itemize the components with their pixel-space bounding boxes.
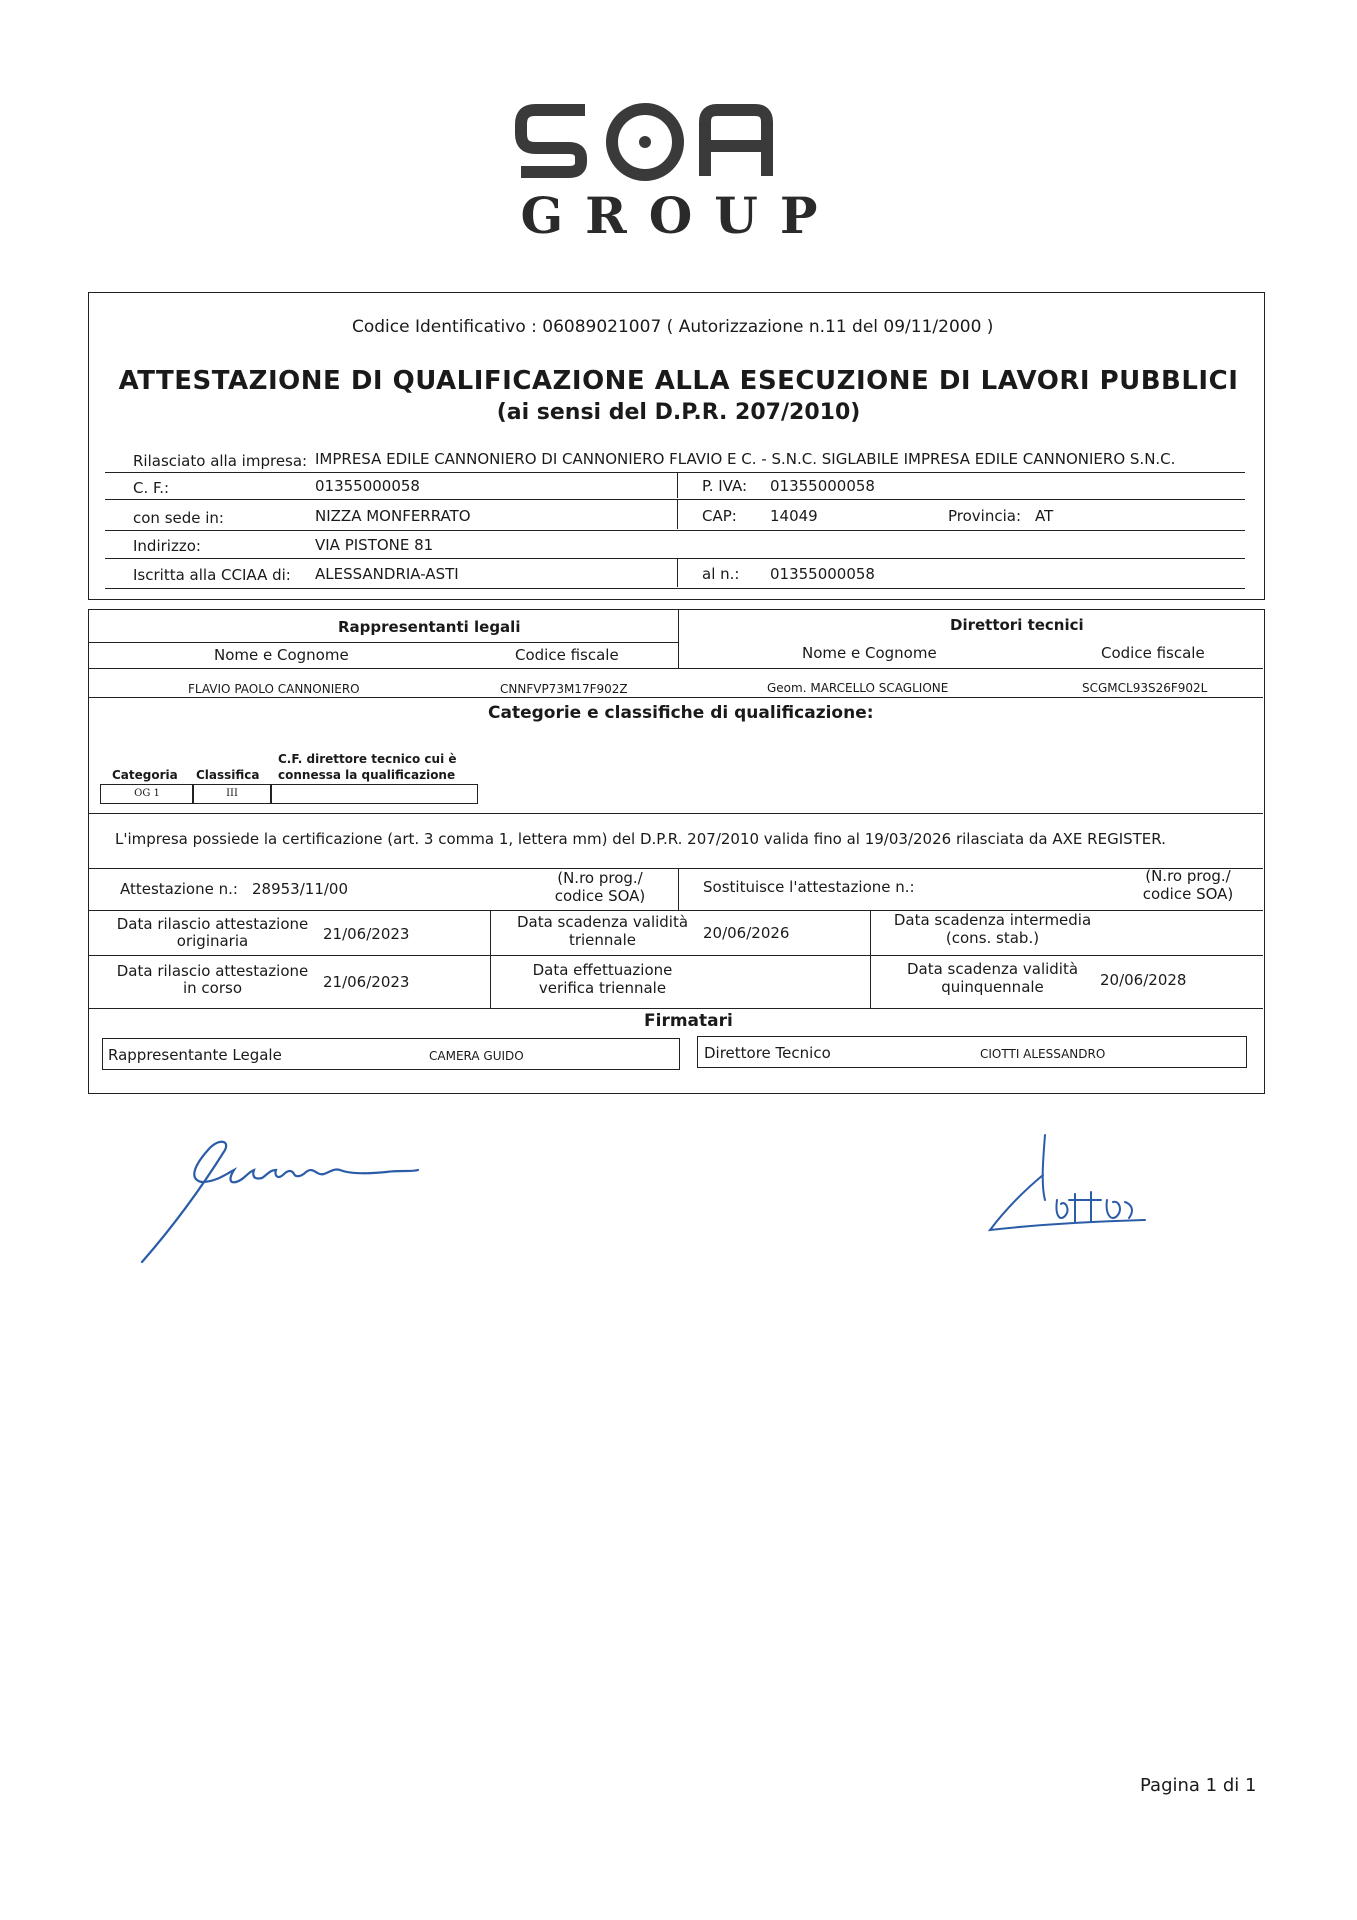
quinquennial-label-1: Data scadenza validità [906,960,1079,978]
divider [89,668,1263,669]
legal-rep-name: FLAVIO PAOLO CANNONIERO [188,682,360,696]
certification-text: L'impresa possiede la certificazione (art. 3 comma 1, lettera mm) del D.P.R. 207/2010 valida fino al 19/03/2026 rilasciata da AXE REGISTER. [115,830,1166,848]
legal-signatory-value: CAMERA GUIDO [429,1049,524,1063]
cciaa-value: ALESSANDRIA-ASTI [315,565,459,583]
signature-legal-representative [130,1130,420,1270]
document-subtitle: (ai sensi del D.P.R. 207/2010) [496,400,861,425]
divider [870,956,871,1008]
legal-reps-heading: Rappresentanti legali [338,618,521,636]
logo-group-text: GROUP [520,186,840,245]
triennial-exp-value: 20/06/2026 [703,924,790,942]
divider [105,530,1245,531]
legal-signatory-label: Rappresentante Legale [108,1046,282,1064]
divider [677,473,678,498]
tech-directors-heading: Direttori tecnici [950,616,1084,634]
current-value: 21/06/2023 [323,973,410,991]
tech-signatory-value: CIOTTI ALESSANDRO [980,1047,1106,1061]
current-label-1: Data rilascio attestazione [116,962,309,980]
orig-value: 21/06/2023 [323,925,410,943]
category-cell: OG 1 [100,784,194,804]
page-number: Pagina 1 di 1 [1140,1775,1257,1796]
nro-prog-1: (N.ro prog./ [557,869,643,887]
tech-director-fiscal: SCGMCL93S26F902L [1082,681,1208,695]
nro-prog-2: codice SOA) [554,887,646,905]
signature-technical-director [985,1130,1155,1240]
divider [105,499,1245,500]
address-value: VIA PISTONE 81 [315,536,434,554]
triennial-exp-label-2: triennale [568,931,637,949]
attestation-number-label: Attestazione n.: [120,880,238,898]
piva-label: P. IVA: [702,477,748,495]
legal-col-fiscal: Codice fiscale [515,646,619,664]
substitutes-label: Sostituisce l'attestazione n.: [703,878,915,896]
cf-label: C. F.: [133,479,170,497]
divider [105,558,1245,559]
signatories-heading: Firmatari [644,1011,733,1031]
categories-heading: Categorie e classifiche di qualificazione: [488,703,874,723]
piva-value: 01355000058 [770,477,875,495]
orig-label-2: originaria [176,932,249,950]
cap-value: 14049 [770,507,818,525]
divider [89,1008,1263,1009]
col-cf-line2: connessa la qualificazione [278,768,456,782]
classifica-cell: III [192,784,272,804]
legal-rep-fiscal: CNNFVP73M17F902Z [500,682,628,696]
cap-label: CAP: [702,507,737,525]
attestation-number-value: 28953/11/00 [252,880,348,898]
current-label-2: in corso [182,979,243,997]
cciaa-label: Iscritta alla CCIAA di: [133,566,291,584]
divider [105,588,1245,589]
verification-label-2: verifica triennale [538,979,667,997]
divider [677,559,678,587]
address-label: Indirizzo: [133,537,201,555]
quinquennial-label-2: quinquennale [941,978,1044,996]
divider [490,956,491,1008]
tech-director-name: Geom. MARCELLO SCAGLIONE [767,681,949,695]
divider [89,955,1263,956]
cf-director-cell [270,784,478,804]
al-n-label: al n.: [702,565,740,583]
intermediate-label-1: Data scadenza intermedia [893,911,1092,929]
company-box [88,292,1265,600]
quinquennial-value: 20/06/2028 [1100,971,1187,989]
divider [89,697,1263,698]
legal-col-name: Nome e Cognome [214,646,349,664]
issued-label: Rilasciato alla impresa: [133,452,308,470]
sede-label: con sede in: [133,509,224,527]
verification-label-1: Data effettuazione [532,961,673,979]
divider [105,472,1245,473]
document-title: ATTESTAZIONE DI QUALIFICAZIONE ALLA ESECUZIONE DI LAVORI PUBBLICI [118,366,1239,396]
provincia-value: AT [1035,507,1054,525]
code-line: Codice Identificativo : 06089021007 ( Autorizzazione n.11 del 09/11/2000 ) [352,317,994,337]
col-categoria: Categoria [112,768,178,782]
divider [678,869,679,910]
provincia-label: Provincia: [948,507,1022,525]
nro-prog-b2: codice SOA) [1142,885,1234,903]
nro-prog-b1: (N.ro prog./ [1145,867,1231,885]
triennial-exp-label-1: Data scadenza validità [516,913,689,931]
divider [870,911,871,955]
divider [89,642,678,643]
al-n-value: 01355000058 [770,565,875,583]
tech-col-fiscal: Codice fiscale [1101,644,1205,662]
cf-value: 01355000058 [315,477,420,495]
issued-value: IMPRESA EDILE CANNONIERO DI CANNONIERO FLAVIO E C. - S.N.C. SIGLABILE IMPRESA EDILE CANNONIERO S.N.C. [315,450,1176,468]
intermediate-label-2: (cons. stab.) [945,929,1040,947]
sede-value: NIZZA MONFERRATO [315,507,471,525]
col-cf-line1: C.F. direttore tecnico cui è [278,752,457,766]
orig-label-1: Data rilascio attestazione [116,915,309,933]
divider [678,610,679,668]
divider [89,813,1263,814]
divider [89,868,1263,869]
tech-signatory-label: Direttore Tecnico [704,1044,831,1062]
divider [677,500,678,529]
col-classifica: Classifica [196,768,260,782]
divider [490,911,491,955]
tech-col-name: Nome e Cognome [802,644,937,662]
